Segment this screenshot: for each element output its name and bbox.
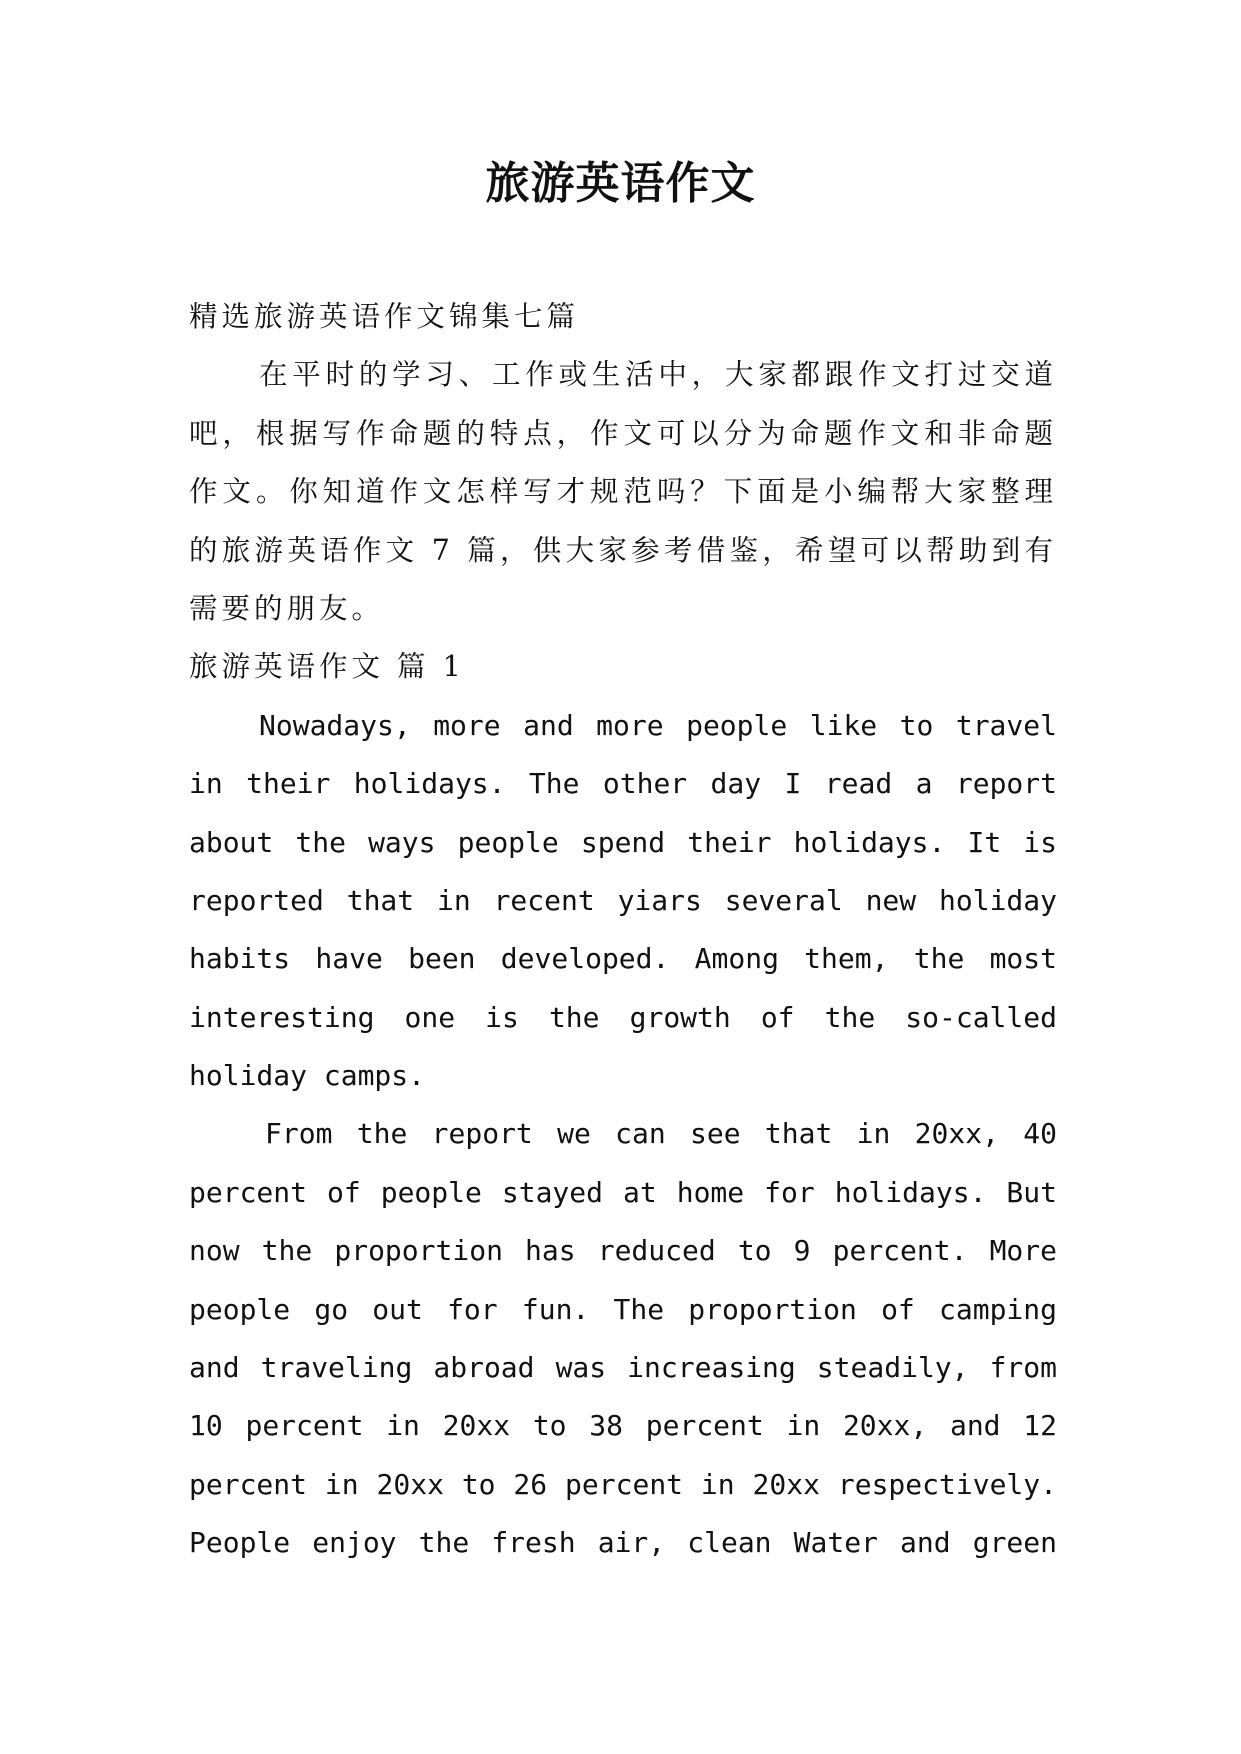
paragraph1-line-2: in their holidays. The other day I read a report	[189, 767, 1057, 801]
intro-line-1: 在平时的学习、工作或生活中，大家都跟作文打过交道	[259, 358, 1057, 392]
paragraph2-line-1: From the report we can see that in 20xx, 40	[265, 1117, 1057, 1151]
paragraph2-line-7: percent in 20xx to 26 percent in 20xx respectively.	[189, 1467, 1057, 1501]
paragraph1-line-1: Nowadays, more and more people like to travel	[259, 708, 1057, 742]
paragraph1-line-3: about the ways people spend their holidays. It is	[189, 825, 1057, 859]
document-body	[189, 288, 1057, 1573]
paragraph1-line-7: holiday camps.	[189, 1059, 426, 1093]
paragraph1-line-5: habits have been developed. Among them, the most	[189, 942, 1057, 976]
intro-heading: 精选旅游英语作文锦集七篇	[189, 300, 580, 333]
paragraph1-line-6: interesting one is the growth of the so-called	[189, 1000, 1057, 1034]
intro-line-2: 吧，根据写作命题的特点，作文可以分为命题作文和非命题	[189, 416, 1057, 450]
paragraph2-line-8: People enjoy the fresh air, clean Water and green	[189, 1526, 1057, 1560]
paragraph2-line-6: 10 percent in 20xx to 38 percent in 20xx, and 12	[189, 1409, 1057, 1443]
paragraph2-line-4: people go out for fun. The proportion of camping	[189, 1292, 1057, 1326]
paragraph2-line-5: and traveling abroad was increasing steadily, from	[189, 1351, 1057, 1385]
paragraph1-line-4: reported that in recent yiars several new holiday	[189, 883, 1057, 917]
intro-line-3: 作文。你知道作文怎样写才规范吗？下面是小编帮大家整理	[189, 475, 1057, 509]
section-heading: 旅游英语作文 篇 1	[189, 650, 465, 684]
intro-line-5: 需要的朋友。	[189, 591, 385, 625]
intro-line-4: 的旅游英语作文 7 篇，供大家参考借鉴，希望可以帮助到有	[189, 533, 1057, 567]
document-title: 旅游英语作文	[485, 158, 756, 209]
paragraph2-line-3: now the proportion has reduced to 9 percent. More	[189, 1234, 1057, 1268]
paragraph2-line-2: percent of people stayed at home for holidays. But	[189, 1175, 1057, 1209]
